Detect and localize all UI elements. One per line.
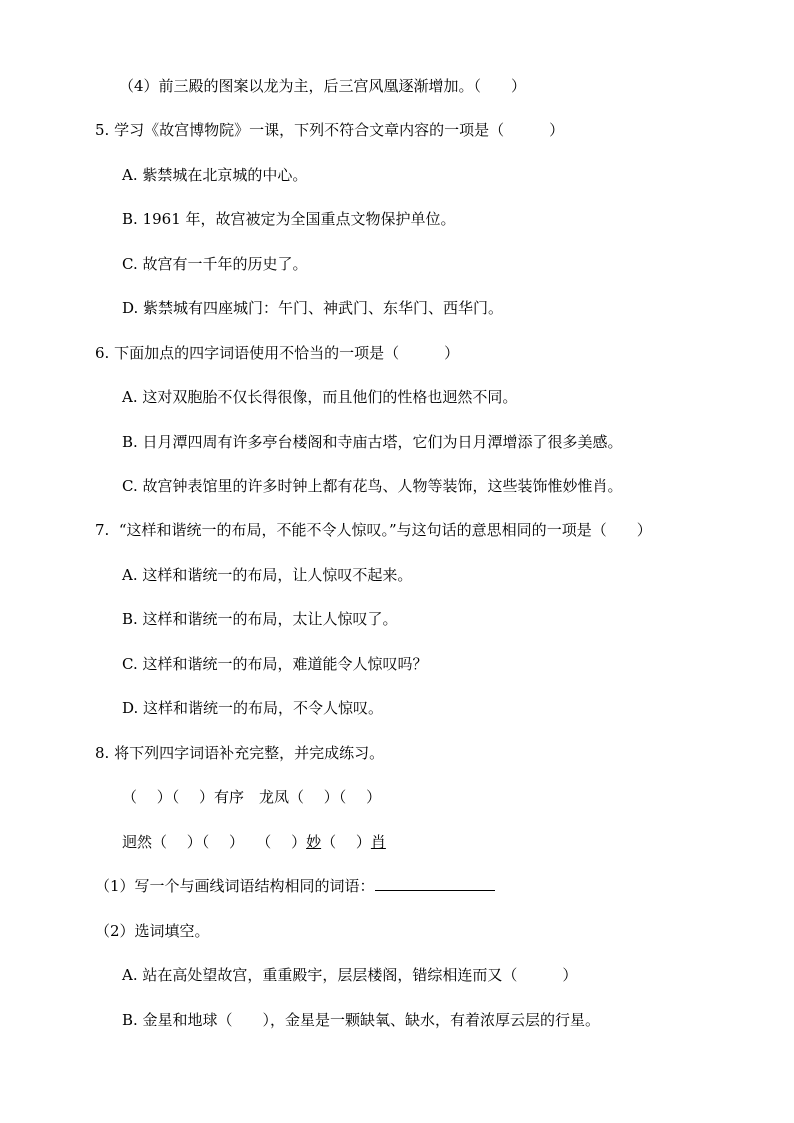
question-5-option-a: A. 紫禁城在北京城的中心。 — [122, 166, 308, 184]
question-5-option-b: B. 1961 年，故宫被定为全国重点文物保护单位。 — [122, 210, 456, 228]
question-6-option-b: B. 日月潭四周有许多亭台楼阁和寺庙古塔，它们为日月潭增添了很多美感。 — [122, 433, 623, 451]
question-4-subitem: （4）前三殿的图案以龙为主，后三宫风凰逐渐增加。（ ） — [119, 77, 527, 95]
question-8-word-row-2 — [122, 832, 386, 852]
question-5-stem: 5. 学习《故宫博物院》一课，下列不符合文章内容的一项是（ ） — [95, 121, 565, 139]
question-8-stem: 8. 将下列四字词语补充完整，并完成练习。 — [95, 744, 385, 762]
question-7-option-b: B. 这样和谐统一的布局，太让人惊叹了。 — [122, 610, 398, 628]
question-6-option-a: A. 这对双胞胎不仅长得很像，而且他们的性格也迥然不同。 — [122, 388, 518, 406]
sub1-text: （1）写一个与画线词语结构相同的词语： — [95, 877, 375, 895]
question-7-option-a: A. 这样和谐统一的布局，让人惊叹不起来。 — [122, 566, 413, 584]
question-8-sub-2-option-a: A. 站在高处望故宫，重重殿宇，层层楼阁，错综相连而又（ ） — [122, 966, 578, 984]
answer-blank[interactable] — [375, 876, 495, 891]
question-6-option-c: C. 故宫钟表馆里的许多时钟上都有花鸟、人物等装饰，这些装饰惟妙惟肖。 — [122, 477, 623, 495]
question-7-stem: 7. “这样和谐统一的布局，不能不令人惊叹。”与这句话的意思相同的一项是（ ） — [95, 521, 652, 539]
question-7-option-c: C. 这样和谐统一的布局，难道能令人惊叹吗？ — [122, 655, 428, 673]
row2-part-a: 迥然（ ）（ ） （ ） — [122, 833, 307, 851]
question-8-sub-1 — [95, 876, 495, 896]
question-5-option-c: C. 故宫有一千年的历史了。 — [122, 255, 308, 273]
underlined-miao: 妙 — [306, 833, 322, 851]
question-8-sub-2-option-b: B. 金星和地球（ ），金星是一颗缺氧、缺水，有着浓厚云层的行星。 — [122, 1011, 601, 1029]
underlined-xiao: 肖 — [370, 833, 386, 851]
row2-part-b: （ ） — [321, 833, 371, 851]
question-5-option-d: D. 紫禁城有四座城门：午门、神武门、东华门、西华门。 — [122, 299, 504, 317]
question-7-option-d: D. 这样和谐统一的布局，不令人惊叹。 — [122, 699, 384, 717]
question-8-word-row-1: （ ）（ ）有序 龙凤（ ）（ ） — [122, 788, 382, 806]
question-6-stem: 6. 下面加点的四字词语使用不恰当的一项是（ ） — [95, 344, 460, 362]
question-8-sub-2: （2）选词填空。 — [95, 922, 210, 940]
